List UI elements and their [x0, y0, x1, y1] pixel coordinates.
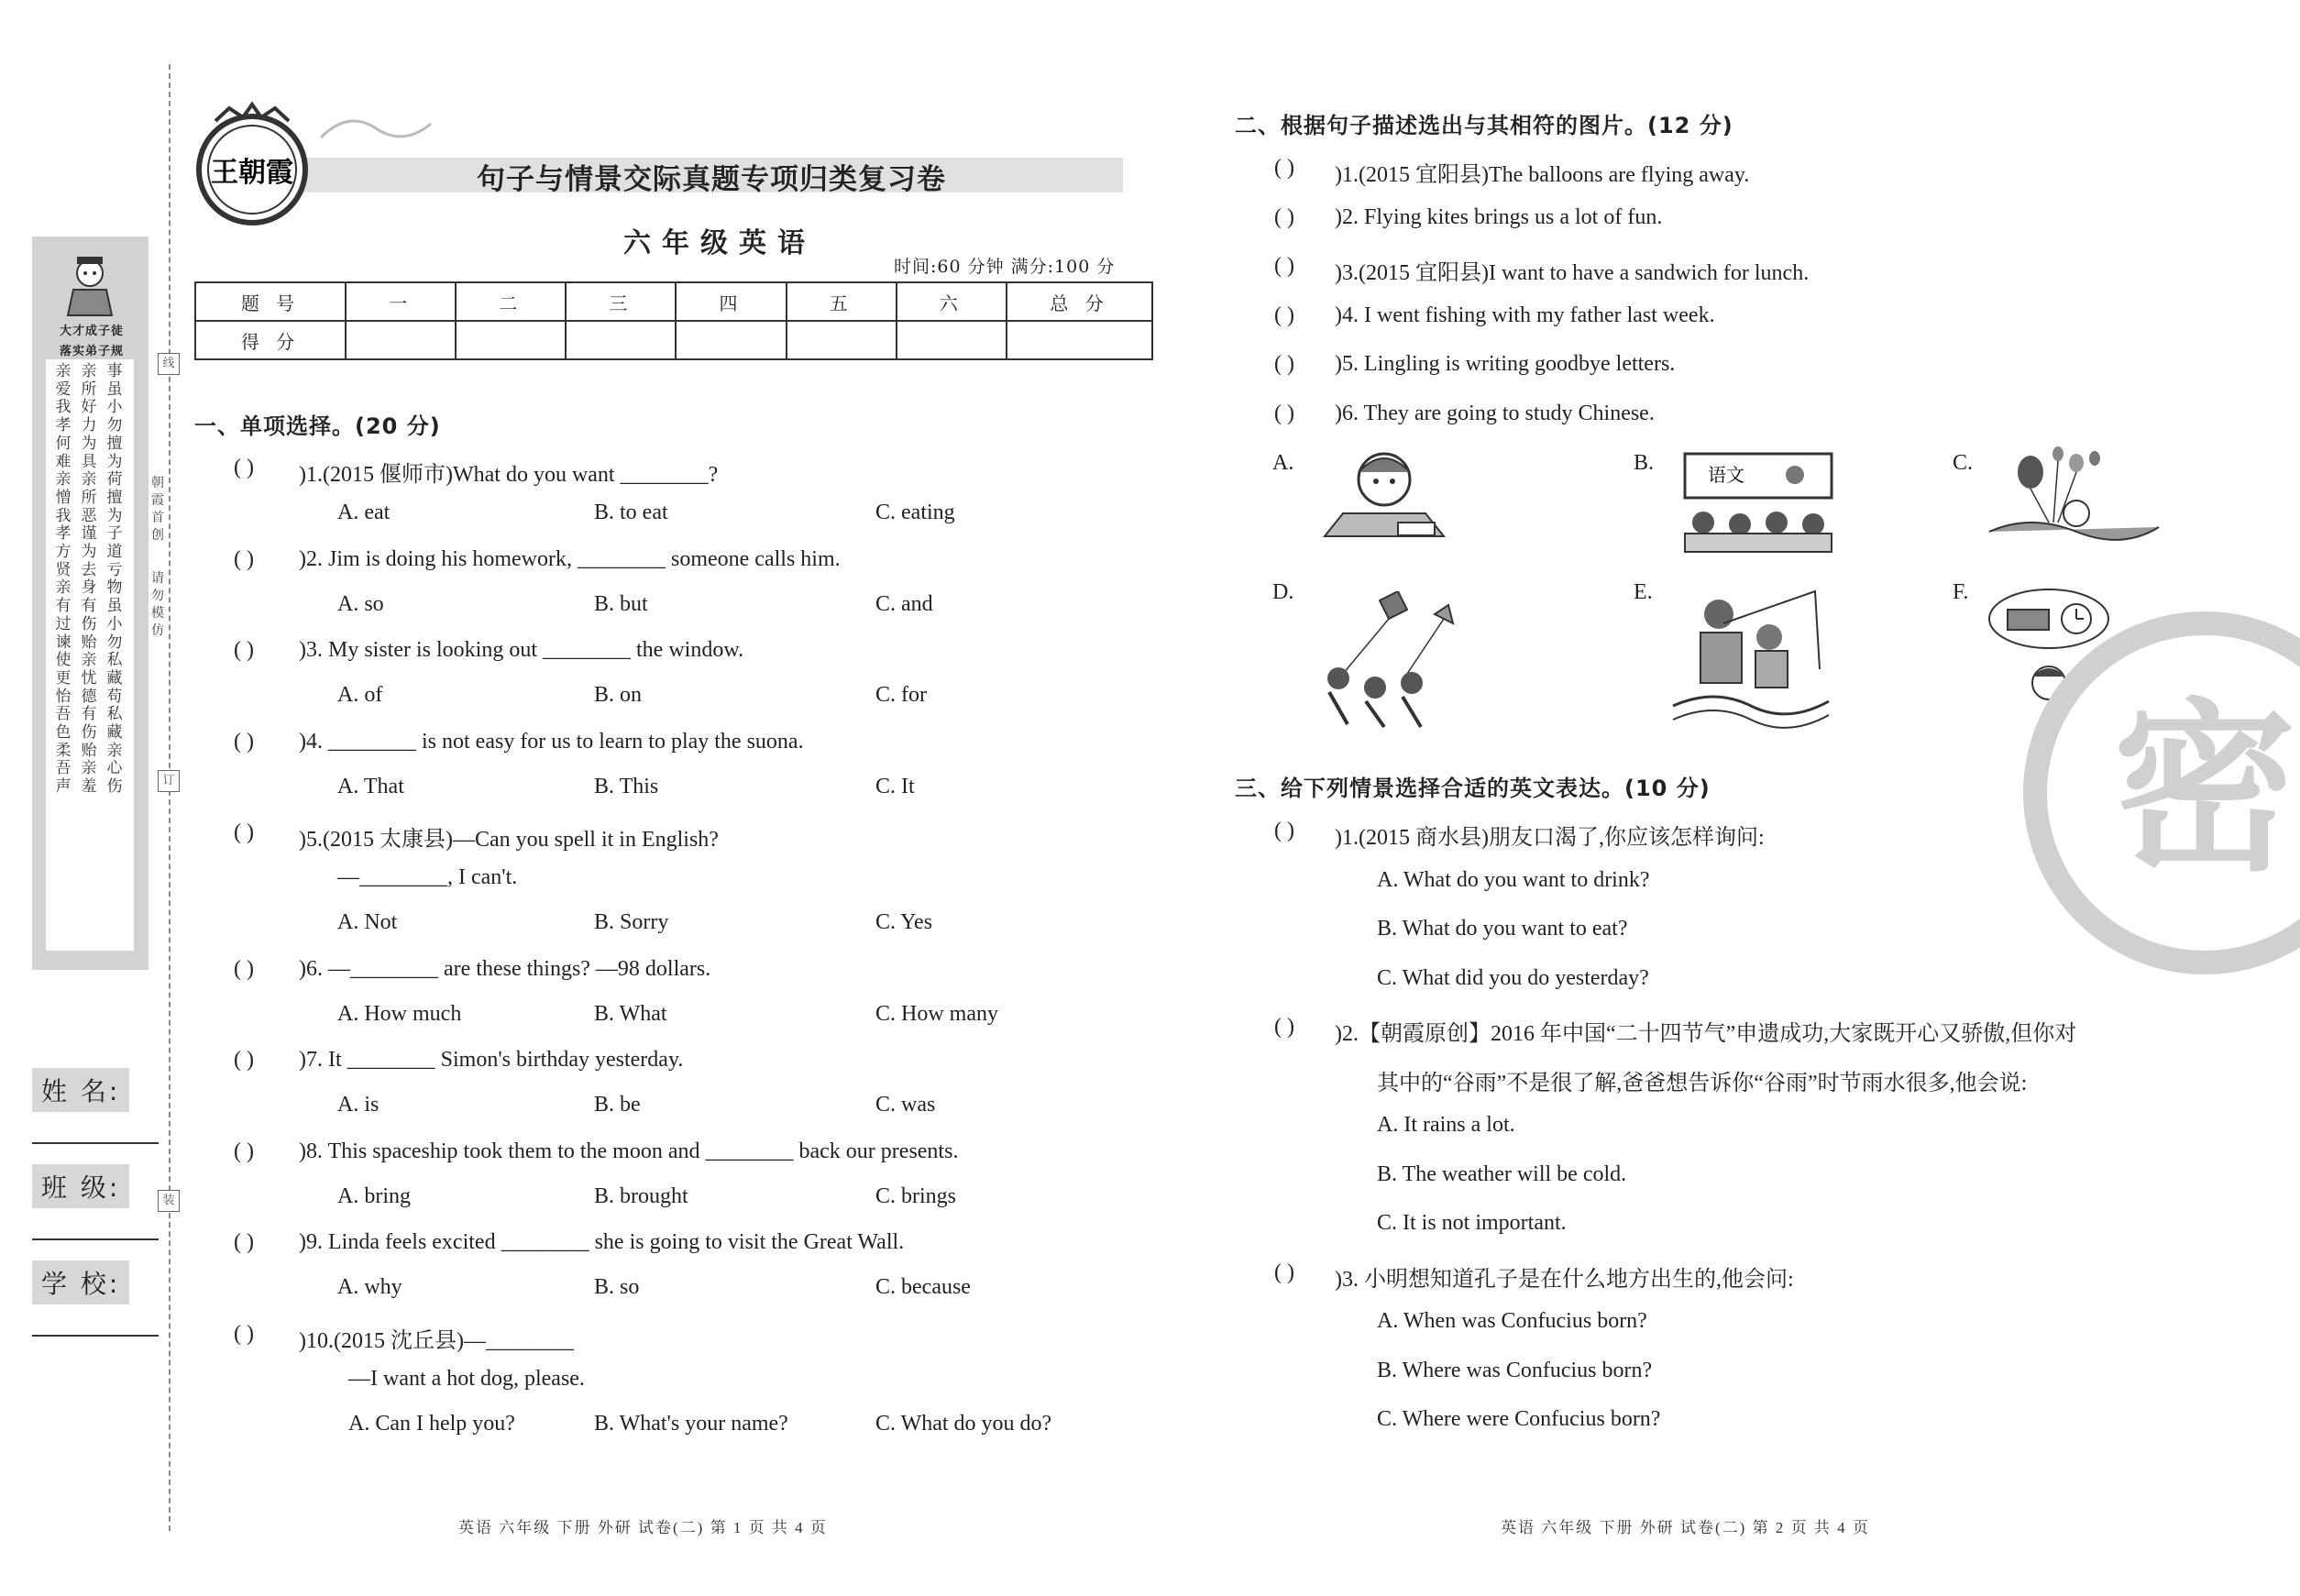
answer-option[interactable]: A. is	[337, 1093, 380, 1117]
scenario-stem: )1.(2015 商水县)朋友口渴了,你应该怎样询问:	[1335, 826, 1765, 850]
score-cell[interactable]	[566, 321, 676, 359]
answer-option[interactable]: B. so	[594, 1275, 640, 1299]
answer-paren[interactable]: ( )	[1274, 1015, 1294, 1039]
answer-option[interactable]: A. What do you want to drink?	[1377, 867, 1650, 892]
answer-option[interactable]: B. on	[594, 683, 643, 707]
stamp-char: 密	[2112, 683, 2297, 897]
match-sentence: )5. Lingling is writing goodbye letters.	[1335, 352, 1676, 376]
side-note-no-copy: 请勿模仿	[151, 571, 164, 638]
picture-e-fishing	[1668, 587, 1833, 729]
answer-paren[interactable]: ( )	[234, 1230, 254, 1254]
answer-option[interactable]: A. Not	[337, 910, 398, 934]
answer-option[interactable]: C. because	[875, 1275, 971, 1299]
answer-option[interactable]: B. Sorry	[594, 910, 669, 934]
answer-paren[interactable]: ( )	[1274, 156, 1294, 180]
answer-option[interactable]: C. Yes	[875, 910, 933, 934]
score-header-cell: 总 分	[1007, 282, 1152, 321]
answer-option[interactable]: B. Where was Confucius born?	[1377, 1358, 1653, 1382]
answer-option[interactable]: A. of	[337, 683, 383, 707]
picture-label-c: C.	[1953, 451, 1974, 475]
match-sentence: )3.(2015 宜阳县)I want to have a sandwich for lunch.	[1335, 261, 1810, 285]
answer-option[interactable]: B. This	[594, 774, 659, 798]
answer-paren[interactable]: ( )	[1274, 1260, 1294, 1284]
score-header-cell: 二	[456, 282, 566, 321]
answer-paren[interactable]: ( )	[234, 456, 254, 479]
section2-title: 二、根据句子描述选出与其相符的图片。(12 分)	[1235, 113, 1733, 138]
answer-option[interactable]: C. for	[875, 683, 927, 707]
answer-option[interactable]: B. to eat	[594, 501, 668, 524]
motto-column-2: 亲所好力为具亲所恶谨为去身有伤贻亲忧德有伤贻亲羞	[81, 362, 97, 797]
logo-text: 王朝霞	[211, 157, 293, 189]
motto-text-area	[46, 359, 134, 951]
answer-paren[interactable]: ( )	[1274, 352, 1294, 376]
answer-option[interactable]: C. What did you do yesterday?	[1377, 965, 1649, 990]
answer-paren[interactable]: ( )	[1274, 204, 1294, 229]
answer-option[interactable]: A. so	[337, 591, 384, 616]
picture-label-d: D.	[1272, 580, 1294, 604]
page-title: 句子与情景交际真题专项归类复习卷	[477, 163, 946, 196]
question-stem: )3. My sister is looking out ________ the window.	[299, 638, 744, 662]
confidential-stamp	[2021, 610, 2300, 976]
answer-option[interactable]: B. What's your name?	[594, 1411, 788, 1436]
question-stem: )8. This spaceship took them to the moon and ________ back our presents.	[299, 1139, 959, 1163]
answer-paren[interactable]: ( )	[234, 638, 254, 662]
class-line[interactable]	[32, 1238, 159, 1240]
answer-option[interactable]: C. was	[875, 1093, 936, 1117]
cut-mark-1: 线	[158, 353, 180, 375]
match-sentence: )2. Flying kites brings us a lot of fun.	[1335, 204, 1663, 229]
picture-a-writing-letters	[1306, 445, 1462, 545]
answer-option[interactable]: C. brings	[875, 1183, 957, 1208]
answer-paren[interactable]: ( )	[234, 729, 254, 754]
side-note-original: 朝霞首创	[151, 476, 164, 543]
answer-paren[interactable]: ( )	[234, 1139, 254, 1163]
answer-option[interactable]: A. Can I help you?	[348, 1411, 515, 1436]
answer-option[interactable]: B. brought	[594, 1183, 688, 1208]
picture-label-a: A.	[1272, 451, 1294, 475]
answer-option[interactable]: B. What	[594, 1001, 667, 1026]
question-stem: )7. It ________ Simon's birthday yesterday.	[299, 1048, 684, 1072]
picture-label-b: B.	[1634, 451, 1655, 475]
answer-option[interactable]: A. why	[337, 1275, 402, 1299]
score-header-cell: 一	[346, 282, 456, 321]
question-stem: )5.(2015 太康县)—Can you spell it in English?	[299, 828, 719, 852]
answer-option[interactable]: C. eating	[875, 501, 955, 524]
match-sentence: )6. They are going to study Chinese.	[1335, 401, 1655, 425]
scenario-stem-line2: 其中的“谷雨”不是很了解,爸爸想告诉你“谷雨”时节雨水很多,他会说:	[1377, 1071, 2028, 1095]
picture-b-classroom	[1676, 449, 1841, 555]
score-header-cell: 五	[787, 282, 897, 321]
answer-option[interactable]: C. It	[875, 774, 915, 798]
score-header-row	[195, 282, 1152, 321]
score-cell[interactable]	[456, 321, 566, 359]
scenario-stem: )3. 小明想知道孔子是在什么地方出生的,他会问:	[1335, 1267, 1794, 1292]
answer-option[interactable]: C. How many	[875, 1001, 998, 1026]
answer-option[interactable]: B. The weather will be cold.	[1377, 1161, 1627, 1186]
question-stem: )10.(2015 沈丘县)—________	[299, 1328, 574, 1353]
match-sentence: )4. I went fishing with my father last week.	[1335, 303, 1715, 327]
question-stem: )9. Linda feels excited ________ she is going to visit the Great Wall.	[299, 1230, 905, 1254]
question-stem-line2: —I want a hot dog, please.	[348, 1366, 585, 1391]
subject-title: 六年级英语	[623, 227, 816, 259]
answer-option[interactable]: B. be	[594, 1093, 641, 1117]
name-line[interactable]	[32, 1142, 159, 1144]
answer-paren[interactable]: ( )	[234, 820, 254, 844]
answer-paren[interactable]: ( )	[1274, 303, 1294, 327]
board-text: 语文	[1708, 464, 1744, 486]
motto-column-1: 事虽小勿擅为荷擅为子道亏物虽小勿私藏苟私藏亲心伤	[106, 362, 123, 797]
score-cell[interactable]	[346, 321, 456, 359]
class-label: 班 级:	[32, 1164, 129, 1208]
score-cell[interactable]	[676, 321, 786, 359]
answer-option[interactable]: C. Where were Confucius born?	[1377, 1407, 1661, 1431]
score-header-cell: 题 号	[195, 282, 346, 321]
picture-label-f: F.	[1953, 580, 1969, 604]
answer-paren[interactable]: ( )	[1274, 401, 1294, 425]
name-label: 姓 名:	[32, 1068, 129, 1112]
picture-c-balloons	[1985, 440, 2163, 550]
question-stem: )2. Jim is doing his homework, ________ someone calls him.	[299, 546, 841, 571]
picture-d-kites	[1306, 591, 1467, 729]
answer-paren[interactable]: ( )	[234, 546, 254, 571]
answer-option[interactable]: C. and	[875, 591, 933, 616]
footer-right: 英语 六年级 下册 外研 试卷(二) 第 2 页 共 4 页	[1501, 1519, 1870, 1536]
scenario-stem: )2.【朝霞原创】2016 年中国“二十四节气”申遗成功,大家既开心又骄傲,但你对	[1335, 1022, 2077, 1046]
score-cell[interactable]	[1007, 321, 1152, 359]
motto-title-1: 大才成子徒	[59, 325, 124, 338]
answer-paren[interactable]: ( )	[1274, 254, 1294, 278]
score-header-cell: 四	[676, 282, 786, 321]
answer-paren[interactable]: ( )	[234, 1048, 254, 1072]
answer-option[interactable]: A. bring	[337, 1183, 411, 1208]
section1-title: 一、单项选择。(20 分)	[194, 413, 441, 439]
school-line[interactable]	[32, 1335, 159, 1337]
school-label: 学 校:	[32, 1260, 129, 1304]
question-stem-line2: —________, I can't.	[337, 865, 518, 889]
score-cell[interactable]	[787, 321, 897, 359]
cut-mark-3: 装	[158, 1190, 180, 1212]
answer-paren[interactable]: ( )	[234, 1321, 254, 1346]
answer-option[interactable]: B. What do you want to eat?	[1377, 917, 1628, 941]
brand-logo	[183, 101, 321, 238]
answer-option[interactable]: C. What do you do?	[875, 1411, 1052, 1436]
score-header-cell: 三	[566, 282, 676, 321]
question-stem: )6. —________ are these things? —98 dollars.	[299, 956, 711, 981]
answer-option[interactable]: B. but	[594, 591, 648, 616]
score-value-row	[195, 321, 1152, 359]
answer-paren[interactable]: ( )	[234, 956, 254, 981]
answer-option[interactable]: C. It is not important.	[1377, 1211, 1567, 1235]
score-cell[interactable]	[897, 321, 1007, 359]
answer-option[interactable]: A. How much	[337, 1001, 462, 1026]
question-stem: )1.(2015 偃师市)What do you want ________?	[299, 463, 719, 487]
binding-line	[169, 64, 171, 1531]
motto-column-3: 亲爱我孝何难亲憎我孝方贤亲有过谏使更怡吾色柔吾声	[55, 362, 72, 797]
time-score-info: 时间:60 分钟 满分:100 分	[894, 257, 1116, 277]
match-sentence: )1.(2015 宜阳县)The balloons are flying away.	[1335, 163, 1750, 187]
footer-left: 英语 六年级 下册 外研 试卷(二) 第 1 页 共 4 页	[458, 1519, 828, 1536]
section3-title: 三、给下列情景选择合适的英文表达。(10 分)	[1235, 776, 1711, 801]
answer-option[interactable]: A. eat	[337, 501, 391, 524]
answer-option[interactable]: A. It rains a lot.	[1377, 1113, 1515, 1137]
score-row-label: 得 分	[195, 321, 346, 359]
score-header-cell: 六	[897, 282, 1007, 321]
answer-option[interactable]: A. That	[337, 774, 404, 798]
answer-paren[interactable]: ( )	[1274, 819, 1294, 842]
question-stem: )4. ________ is not easy for us to learn to play the suona.	[299, 729, 804, 754]
motto-title-2: 落实弟子规	[59, 345, 124, 358]
cut-mark-2: 订	[158, 770, 180, 792]
scholar-illustration	[53, 246, 127, 319]
ribbon-decoration	[312, 101, 440, 156]
picture-label-e: E.	[1634, 580, 1653, 604]
score-table	[194, 281, 1153, 360]
answer-option[interactable]: A. When was Confucius born?	[1377, 1309, 1647, 1333]
